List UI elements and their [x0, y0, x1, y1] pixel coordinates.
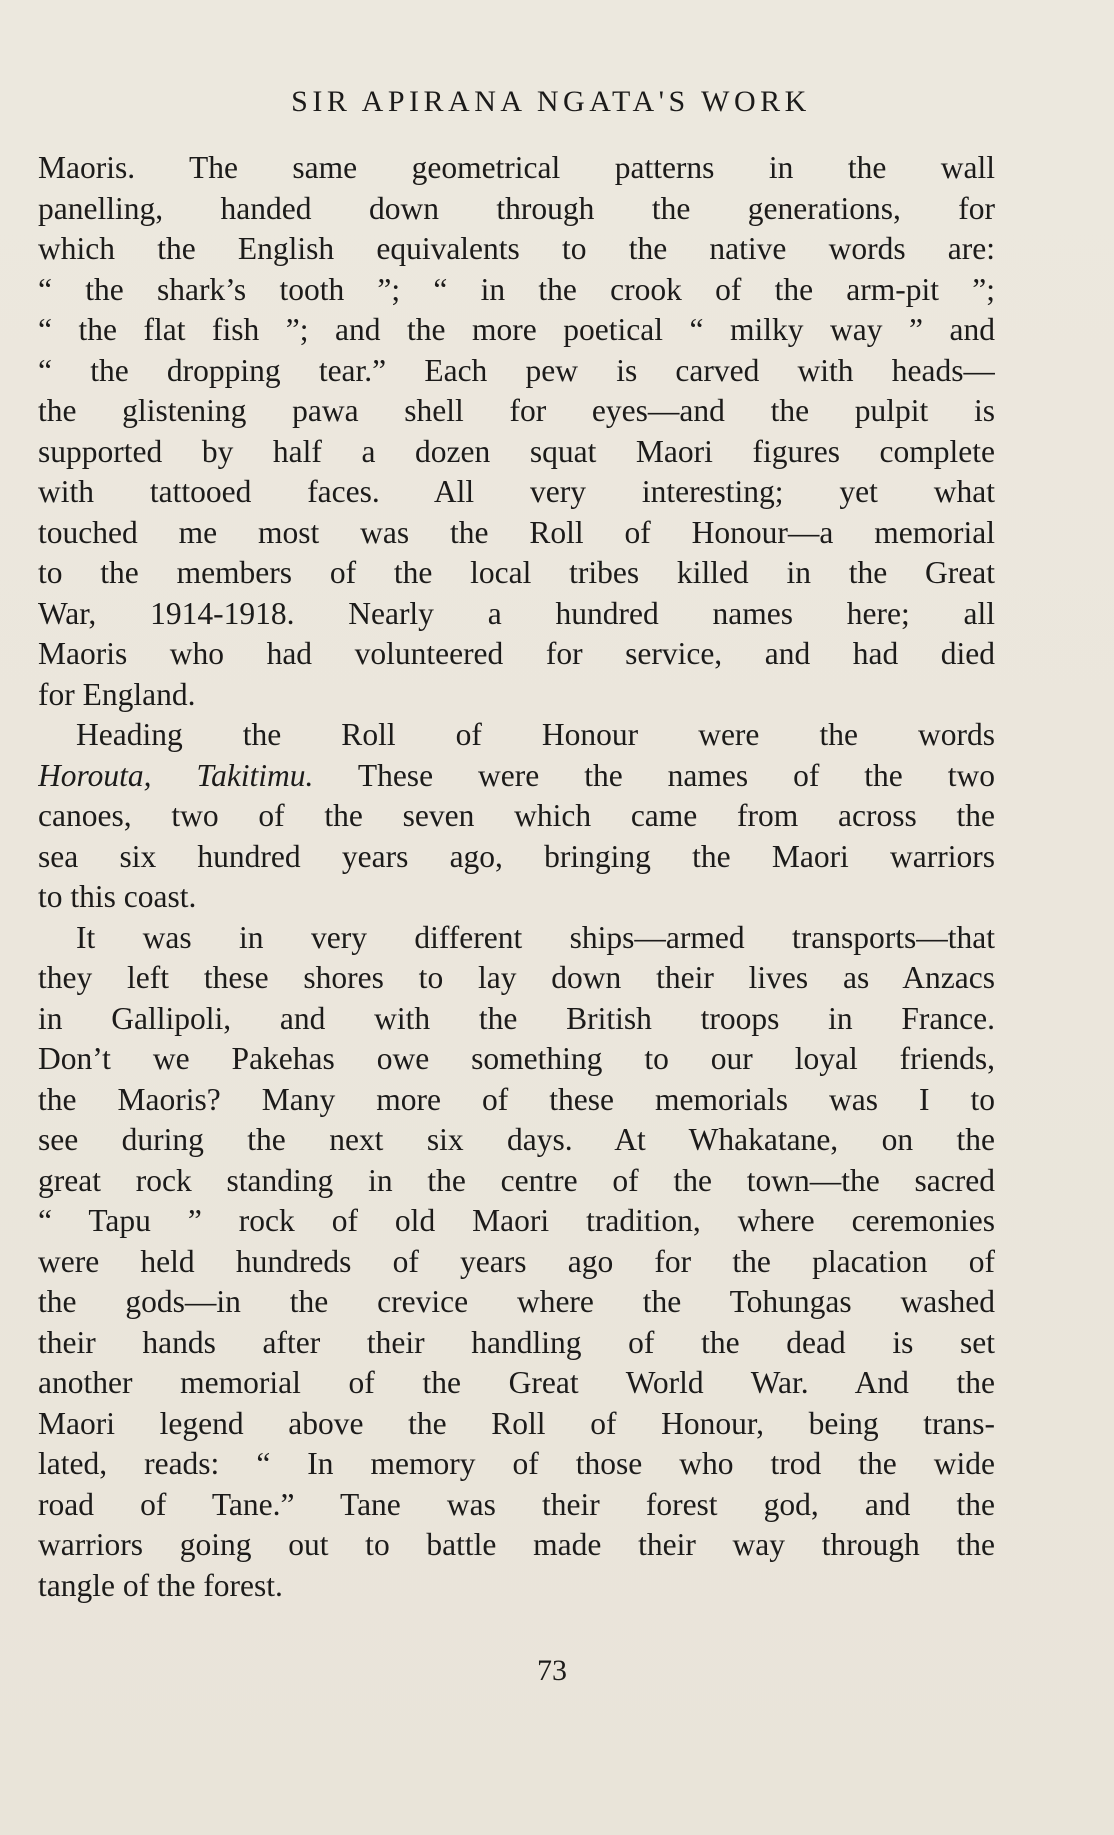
text-line: the Maoris? Many more of these memorials was I to: [38, 1081, 995, 1117]
text-line: touched me most was the Roll of Honour—a memorial: [38, 514, 995, 550]
page-number: 73: [537, 1654, 567, 1687]
text-line: “ the dropping tear.” Each pew is carved with heads—: [38, 352, 995, 388]
text-line: warriors going out to battle made their way through the: [38, 1527, 995, 1562]
text-line: Heading the Roll of Honour were the words: [76, 717, 995, 752]
text-line: It was in very different ships—armed transports—that: [76, 919, 995, 955]
text-line: War, 1914-1918. Nearly a hundred names here; all: [38, 595, 995, 631]
italic-text: Horouta, Takitimu.: [38, 757, 314, 793]
text-line: tangle of the forest.: [38, 1567, 283, 1603]
text-line: the glistening pawa shell for eyes—and the pulpit is: [38, 393, 995, 428]
text-line: [38, 756, 995, 797]
text-line: “ the flat fish ”; and the more poetical “ milky way ” and: [38, 312, 995, 347]
text-line: “ Tapu ” rock of old Maori tradition, where ceremonies: [38, 1203, 995, 1238]
text-line: see during the next six days. At Whakatane, on the: [38, 1122, 995, 1157]
line-text: These were the names of the two: [313, 757, 995, 793]
text-line: in Gallipoli, and with the British troops in France.: [38, 1000, 995, 1036]
text-line: for England.: [38, 676, 196, 712]
text-line: to the members of the local tribes killed in the Great: [38, 555, 995, 590]
text-line: panelling, handed down through the generations, for: [38, 190, 995, 226]
text-line: which the English equivalents to the native words are:: [38, 231, 995, 266]
text-line: lated, reads: “ In memory of those who trod the wide: [38, 1446, 995, 1481]
text-line: Maori legend above the Roll of Honour, being trans-: [38, 1405, 995, 1441]
text-line: were held hundreds of years ago for the placation of: [38, 1243, 995, 1279]
text-line: to this coast.: [38, 879, 197, 914]
body-text: [38, 148, 995, 1606]
text-line: supported by half a dozen squat Maori figures complete: [38, 433, 995, 469]
text-line: they left these shores to lay down their lives as Anzacs: [38, 960, 995, 995]
text-line: “ the shark’s tooth ”; “ in the crook of the arm-pit ”;: [38, 271, 995, 307]
text-line: with tattooed faces. All very interesting; yet what: [38, 474, 995, 509]
text-line: the gods—in the crevice where the Tohungas washed: [38, 1284, 995, 1319]
text-line: sea six hundred years ago, bringing the Maori warriors: [38, 838, 995, 874]
running-head: SIR APIRANA NGATA'S WORK: [291, 85, 811, 118]
text-line: great rock standing in the centre of the town—the sacred: [38, 1162, 995, 1198]
text-line: another memorial of the Great World War. And the: [38, 1365, 995, 1400]
text-line: road of Tane.” Tane was their forest god, and the: [38, 1486, 995, 1522]
text-line: Don’t we Pakehas owe something to our loyal friends,: [38, 1041, 995, 1076]
text-line: Maoris who had volunteered for service, and had died: [38, 636, 995, 671]
text-line: their hands after their handling of the dead is set: [38, 1324, 995, 1360]
text-line: canoes, two of the seven which came from across the: [38, 798, 995, 833]
text-line: Maoris. The same geometrical patterns in the wall: [38, 150, 995, 185]
